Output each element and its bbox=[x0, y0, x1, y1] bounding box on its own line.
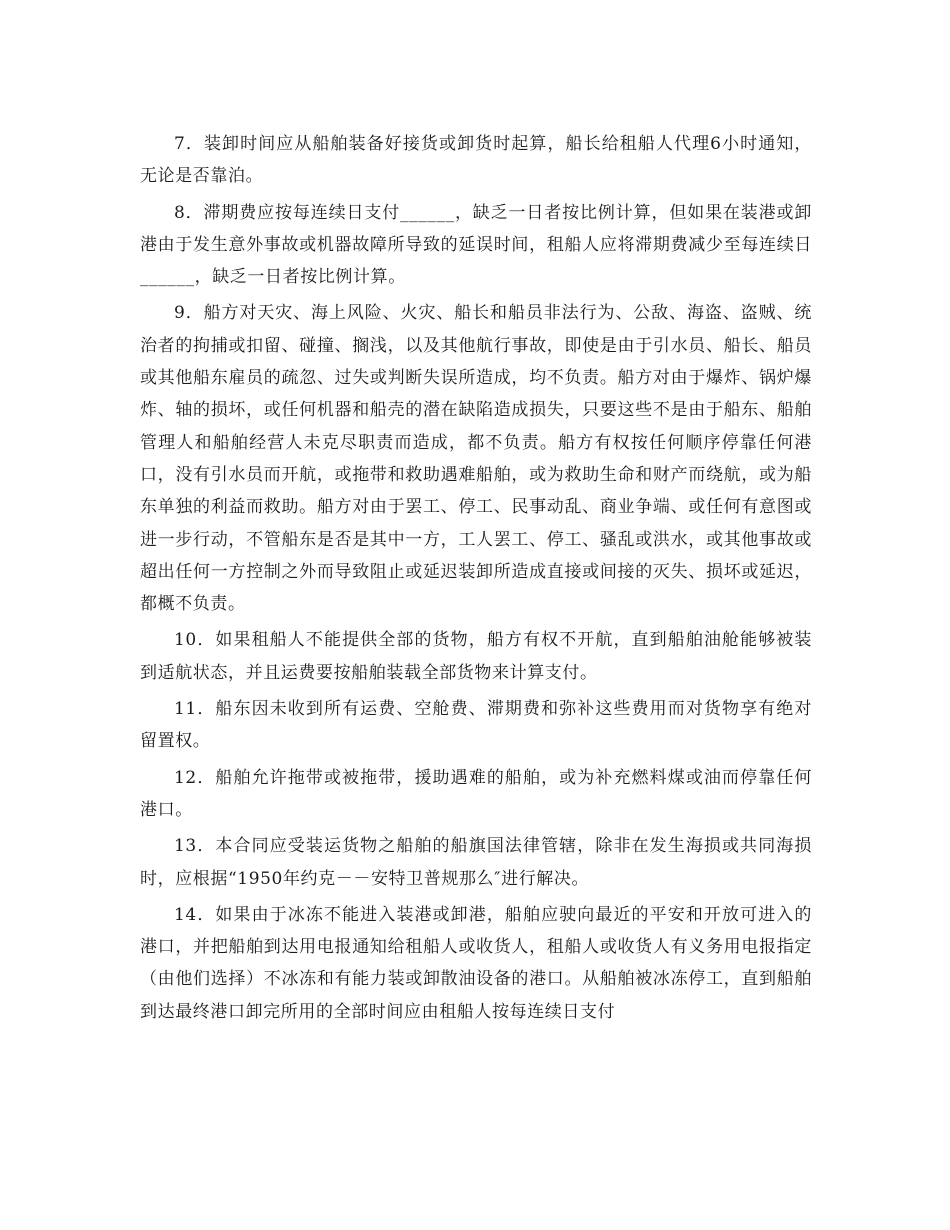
clause-9: 9．船方对天灾、海上风险、火灾、船长和船员非法行为、公敌、海盗、盗贼、统治者的拘捕或扣留、碰撞、搁浅，以及其他航行事故，即使是由于引水员、船长、船员或其他船东雇员的疏忽、过失或判断失误所造成，均不负责。船方对由于爆炸、锅炉爆炸、轴的损坏，或任何机器和船壳的潜在缺陷造成损失，只要这些不是由于船东、船舶管理人和船舶经营人未克尽职责而造成，都不负责。船方有权按任何顺序停靠任何港口，没有引水员而开航，或拖带和救助遇难船舶，或为救助生命和财产而绕航，或为船东单独的利益而救助。船方对由于罢工、停工、民事动乱、商业争端、或任何有意图或进一步行动，不管船东是否是其中一方，工人罢工、停工、骚乱或洪水，或其他事故或超出任何一方控制之外而导致阻止或延迟装卸所造成直接或间接的灭失、损坏或延迟，都概不负责。 bbox=[140, 303, 812, 615]
clause-12: 12．船舶允许拖带或被拖带，援助遇难的船舶，或为补充燃料煤或油而停靠任何港口。 bbox=[140, 767, 812, 820]
clause-13: 13．本合同应受装运货物之船舶的船旗国法律管辖，除非在发生海损或共同海损时，应根据“1950年约克－－安特卫普规那么″进行解决。 bbox=[140, 836, 812, 889]
clause-10: 10．如果租船人不能提供全部的货物，船方有权不开航，直到船舶油舱能够被装到适航状态，并且运费要按船舶装载全部货物来计算支付。 bbox=[140, 630, 812, 683]
clause-8: 8．滞期费应按每连续日支付______，缺乏一日者按比例计算，但如果在装港或卸港由于发生意外事故或机器故障所导致的延误时间，租船人应将滞期费减少至每连续日______，缺乏一日者按比例计算。 bbox=[140, 202, 812, 288]
document-body bbox=[140, 128, 812, 1032]
clause-11: 11．船东因未收到所有运费、空舱费、滞期费和弥补这些费用而对货物享有绝对留置权。 bbox=[140, 699, 812, 752]
clause-7: 7．装卸时间应从船舶装备好接货或卸货时起算，船长给租船人代理6小时通知，无论是否靠泊。 bbox=[140, 134, 812, 187]
clause-14: 14．如果由于冰冻不能进入装港或卸港，船舶应驶向最近的平安和开放可进入的港口，并把船舶到达用电报通知给租船人或收货人，租船人或收货人有义务用电报指定（由他们选择）不冰冻和有能力装或卸散油设备的港口。从船舶被冰冻停工，直到船舶到达最终港口卸完所用的全部时间应由租船人按每连续日支付 bbox=[140, 904, 812, 1022]
